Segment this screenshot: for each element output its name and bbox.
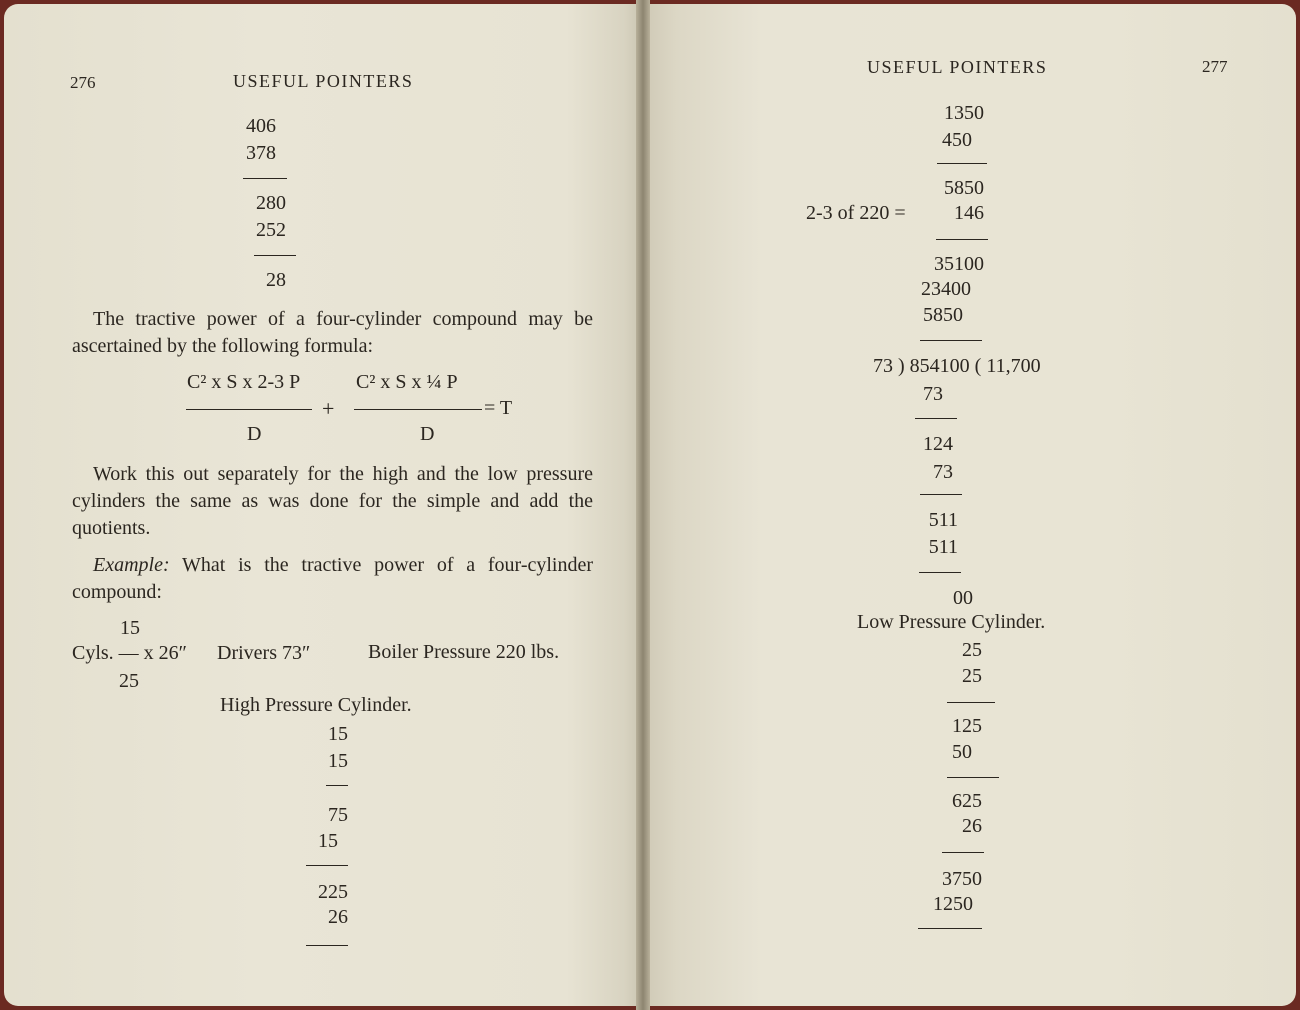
calc1-line: 28 — [266, 269, 286, 291]
calc3-line: 450 — [942, 129, 972, 151]
calc4-line: 73 — [933, 461, 953, 483]
fraction-bar — [186, 409, 312, 410]
calc5-line: 50 — [952, 741, 972, 763]
calc3-line: 23400 — [921, 278, 971, 300]
calc-rule — [947, 777, 999, 778]
paragraph-formula-intro: The tractive power of a four-cylinder compound may be ascertained by the following formula: — [72, 308, 593, 357]
calc2-line: 15 — [328, 723, 348, 745]
calc-rule — [915, 418, 957, 419]
calc-rule — [243, 178, 287, 179]
boiler-pressure: Boiler Pressure 220 lbs. — [368, 641, 560, 663]
formula-denominator-1: D — [247, 423, 262, 445]
calc-rule — [942, 852, 984, 853]
calc2-line: 75 — [328, 804, 348, 826]
calc2-line: 15 — [318, 830, 338, 852]
right-page — [644, 4, 1296, 1006]
running-head-right: USEFUL POINTERS — [867, 57, 1048, 77]
long-division: 73 ) 854100 ( 11,700 — [873, 355, 1041, 377]
calc1-line: 252 — [256, 219, 286, 241]
calc1-line: 406 — [246, 115, 276, 137]
running-head-left: USEFUL POINTERS — [233, 71, 414, 91]
calc-rule — [936, 239, 988, 240]
calc3-line: 5850 — [923, 304, 963, 326]
calc3-line: 146 — [954, 202, 984, 224]
drivers: Drivers 73″ — [217, 642, 311, 664]
calc1-line: 280 — [256, 192, 286, 214]
paragraph-example — [72, 552, 593, 606]
formula-numerator-2: C² x S x ¼ P — [356, 371, 458, 393]
low-pressure-heading: Low Pressure Cylinder. — [857, 611, 1046, 633]
calc-rule — [920, 494, 962, 495]
calc2-line: 26 — [328, 906, 348, 928]
calc-rule — [918, 928, 982, 929]
calc2-line: 225 — [318, 881, 348, 903]
calc-rule — [326, 785, 348, 786]
calc3-line: 5850 — [944, 177, 984, 199]
formula-equals: = T — [484, 397, 513, 419]
page-number-right: 277 — [1202, 57, 1228, 76]
calc-rule — [920, 340, 982, 341]
cylinders-high: 15 — [120, 617, 140, 639]
formula-denominator-2: D — [420, 423, 435, 445]
calc4-line: 73 — [923, 383, 943, 405]
calc4-line: 00 — [953, 587, 973, 609]
calc4-line: 124 — [923, 433, 953, 455]
calc-rule — [947, 702, 995, 703]
two-thirds-label: 2-3 of 220 = — [806, 202, 906, 224]
cylinders-low: 25 — [119, 670, 139, 692]
example-label: Example: — [93, 554, 170, 576]
high-pressure-heading: High Pressure Cylinder. — [220, 694, 412, 716]
calc2-line: 15 — [328, 750, 348, 772]
calc5-line: 3750 — [942, 868, 982, 890]
calc1-line: 378 — [246, 142, 276, 164]
formula-numerator-1: C² x S x 2-3 P — [187, 371, 301, 393]
formula-plus: + — [322, 396, 335, 421]
calc-rule — [306, 945, 348, 946]
calc3-line: 1350 — [944, 102, 984, 124]
cylinders-line: Cyls. — x 26″ — [72, 642, 188, 664]
calc5-line: 125 — [952, 715, 982, 737]
calc-rule — [254, 255, 296, 256]
example-text: What is the tractive power of a four-cylinder compound: — [72, 554, 594, 603]
calc4-line: 511 — [928, 536, 958, 558]
page-number-left: 276 — [70, 73, 96, 92]
calc-rule — [306, 865, 348, 866]
fraction-bar — [354, 409, 482, 410]
book-gutter — [636, 0, 650, 1010]
paragraph-instructions: Work this out separately for the high and the low pressure cylinders the same as was done for the simple and add the quotients. — [72, 463, 593, 539]
calc4-line: 511 — [928, 509, 958, 531]
calc-rule — [919, 572, 961, 573]
calc3-line: 35100 — [934, 253, 984, 275]
calc5-line: 625 — [952, 790, 982, 812]
calc5-line: 25 — [962, 665, 982, 687]
calc-rule — [937, 163, 987, 164]
calc5-line: 25 — [962, 639, 982, 661]
calc5-line: 26 — [962, 815, 982, 837]
calc5-line: 1250 — [933, 893, 973, 915]
